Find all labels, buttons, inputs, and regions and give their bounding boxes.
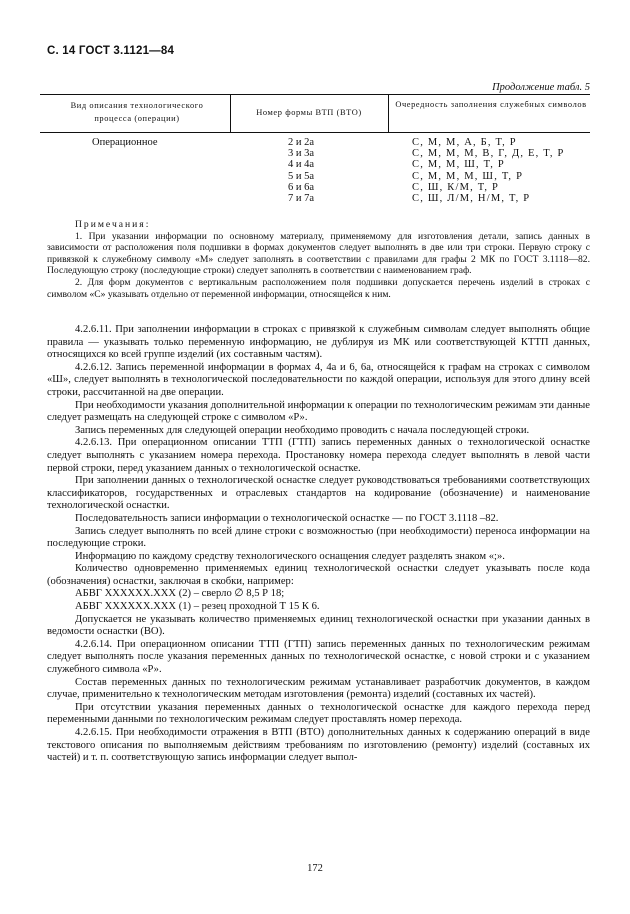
table-notes — [47, 219, 590, 300]
paragraph: Запись следует выполнять по всей длине строки с возможностью (при необходимости) переноса информации на последующие строки. — [47, 525, 590, 550]
running-header: С. 14 ГОСТ 3.1121—84 — [47, 45, 175, 57]
symbol-order: С, М, М, Ш, Т, Р — [412, 159, 505, 171]
paragraph: 4.2.6.13. При операционном описании ТТП (ГТП) запись переменных данных о технологической оснастке следует выполнять с указанием номера перехода. Простановку номера перехода следует выполнять в левой части первой строки, перед указанием данных о технологической оснастке. — [47, 437, 590, 474]
symbol-order: С, М, М, А, Б, Т, Р — [412, 137, 517, 148]
table-symbol-orders — [412, 137, 565, 204]
table-header-order: Очередность заполнения служебных символов — [395, 100, 587, 109]
note-1: 1. При указании информации по основному материалу, применяемому для изготовления детали, запись данных в зависимости от расположения поля подшивки в формах документов следует выполнять в две или три строки. Первую строку с привязкой к служебному символу «М» следует заполнять в соответствии с правилами для графы 2 МК по ГОСТ 3.1118—82. Последующую строку (последующие строки) следует заполнять в соответствии с наименованием граф. — [47, 230, 590, 277]
form-number: 7 и 7а — [288, 193, 315, 205]
paragraph: 4.2.6.11. При заполнении информации в строках с привязкой к служебным символам следует выполнять общие правила — указывать только переменную информацию, не дублируя из МК или соответствующей КТТП данных, относящихся ко всей группе изделий (их составным частям). — [47, 324, 590, 361]
table-column-divider — [230, 94, 231, 132]
paragraph: При необходимости указания дополнительной информации к операции по технологическим режимам эти данные следует размещать на следующей строке с символом «Р». — [47, 399, 590, 424]
symbol-order: С, М, М, М, Ш, Т, Р — [412, 170, 524, 182]
paragraph: 4.2.6.12. Запись переменной информации в формах 4, 4а и 6, 6а, относящейся к графам на строках с символом «Ш», следует выполнять в технологической последовательности по каждой операции, используя для этого длину всей строки, рассчитанной на две операции. — [47, 361, 590, 398]
table-continuation-label: Продолжение табл. 5 — [492, 82, 590, 93]
example-line: АБВГ XXXXXX.XXX (2) – сверло ∅ 8,5 Р 18; — [75, 588, 285, 600]
paragraph: Допускается не указывать количество применяемых единиц технологической оснастки при указании данных в ведомости оснастки (ВО). — [47, 613, 590, 638]
table-header-form: Номер формы ВТП (ВТО) — [256, 108, 362, 117]
paragraph: 4.2.6.14. При операционном описании ТТП (ГТП) запись переменных данных по технологическим режимам следует выполнять после указания переменных данных по технологической оснастке, с новой строки и с указанием служебного символа «Р». — [47, 638, 590, 676]
body-text — [47, 324, 590, 765]
form-number: 3 и 3а — [288, 148, 315, 160]
paragraph: Состав переменных данных по технологическим режимам устанавливает разработчик документов, в каждом случае, применительно к технологическим методам изготовления (ремонта) изделий (составных их частей). — [47, 676, 590, 701]
symbol-order: С, Ш, К/М, Т, Р — [412, 181, 500, 193]
table-form-numbers — [288, 137, 314, 204]
table-header-type: Вид описания технологического процесса (операции) — [70, 101, 204, 123]
symbol-order: С, М, М, М, В, Г, Д, Е, Т, Р — [412, 148, 565, 160]
table-cell-description-type: Операционное — [92, 137, 158, 148]
paragraph: При заполнении данных о технологической оснастке следует руководствоваться требованиями соответствующих классификаторов, государственных и отраслевых стандартов на кодирование (обозначение) и наименование технологической оснастки. — [47, 475, 590, 512]
symbol-order: С, Ш, Л/М, Н/М, Т, Р — [412, 193, 531, 205]
notes-heading: Примечания: — [75, 219, 151, 230]
table-header-rule — [40, 132, 590, 133]
paragraph: Количество одновременно применяемых единиц технологической оснастки следует указывать после кода (обозначения) оснастки, заключая в скобки, например: — [47, 563, 590, 587]
paragraph: Информацию по каждому средству технологического оснащения следует разделять знаком «;». — [75, 550, 505, 562]
paragraph: Последовательность записи информации о технологической оснастке — по ГОСТ 3.1118 –82. — [75, 512, 499, 524]
example-line: АБВГ XXXXXX.XXX (1) – резец проходной Т 15 К 6. — [75, 601, 320, 613]
table-column-divider — [388, 94, 389, 132]
form-number: 4 и 4а — [288, 159, 315, 171]
table-top-rule — [40, 94, 590, 95]
form-number: 6 и 6а — [288, 181, 315, 193]
note-2: 2. Для форм документов с вертикальным расположением поля подшивки допускается перечень изделий в строках с символом «С» указывать отдельно от переменной информации, относящейся к ним. — [47, 276, 590, 300]
paragraph: Запись переменных для следующей операции необходимо проводить с начала последующей строки. — [75, 424, 530, 436]
form-number: 2 и 2а — [288, 137, 315, 148]
paragraph: 4.2.6.15. При необходимости отражения в ВТП (ВТО) дополнительных данных к содержанию операций в виде текстового описания по выполняемым действиям требованиям по изготовлению (ремонту) изделий (составных их частей) и т. п. соответствующую запись информации следует выпол- — [47, 727, 590, 764]
page-number: 172 — [307, 863, 323, 874]
paragraph: При отсутствии указания переменных данных о технологической оснастке для каждого перехода перед переменными данными по технологическим режимам следует проставлять номер перехода. — [47, 701, 590, 726]
form-number: 5 и 5а — [288, 170, 315, 182]
